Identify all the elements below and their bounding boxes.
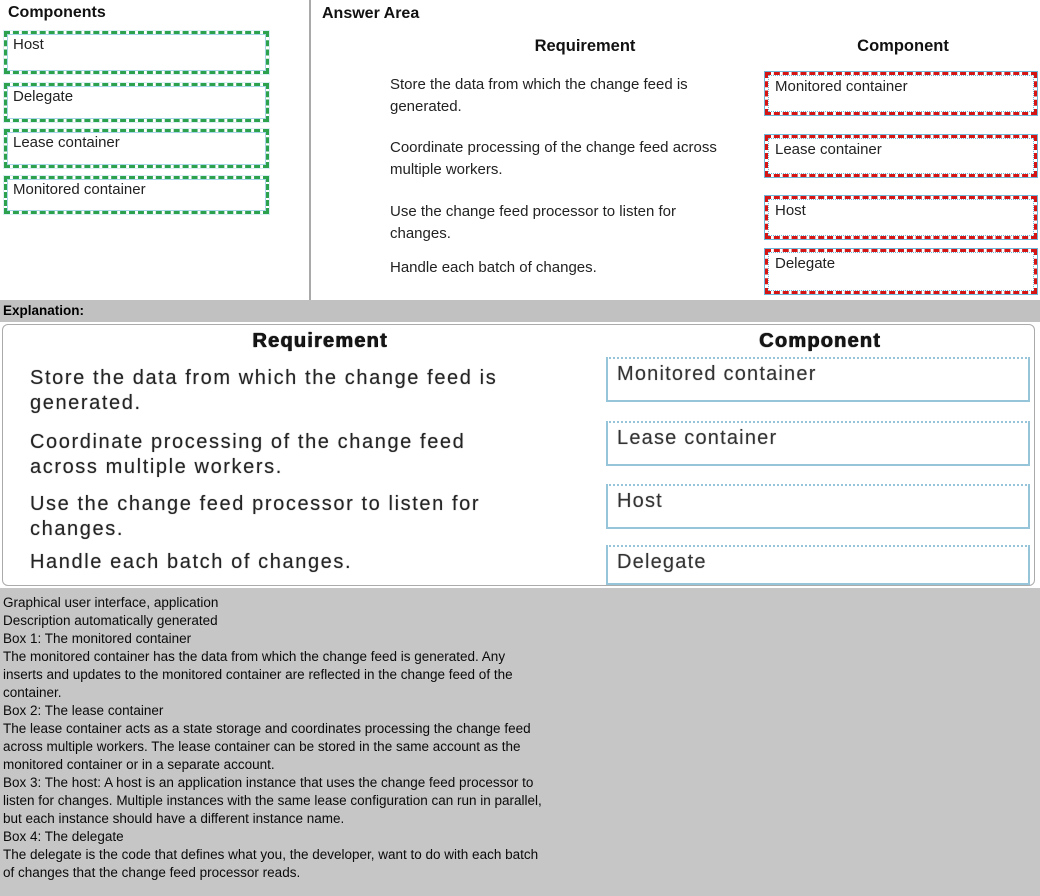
answer-drop-zone[interactable] bbox=[765, 249, 1037, 294]
drop-zone-inner bbox=[768, 75, 1034, 112]
explanation-label: Explanation: bbox=[3, 303, 85, 318]
explanation-image bbox=[0, 322, 1040, 588]
explanation-requirement-text: Use the change feed processor to listen for changes. bbox=[30, 493, 481, 540]
explanation-requirement-text: Store the data from which the change feed is generated. bbox=[30, 367, 498, 414]
component-item-host[interactable] bbox=[4, 31, 269, 74]
requirement-text: Use the change feed processor to listen for changes. bbox=[390, 203, 676, 242]
drop-zone-value: Host bbox=[775, 202, 806, 219]
requirement-text: Handle each batch of changes. bbox=[390, 259, 597, 276]
explanation-answer-box: Delegate bbox=[606, 545, 1030, 585]
explanation-answer-box: Lease container bbox=[606, 421, 1030, 466]
components-title: Components bbox=[8, 4, 106, 21]
explanation-notes bbox=[0, 588, 1040, 896]
note-line: container. bbox=[3, 685, 62, 700]
note-line: Graphical user interface, application bbox=[3, 595, 219, 610]
note-line: across multiple workers. The lease container can be stored in the same account as the bbox=[3, 739, 521, 754]
answer-drop-zone[interactable] bbox=[765, 72, 1037, 115]
drop-zone-inner bbox=[768, 199, 1034, 236]
requirement-column-header: Requirement bbox=[534, 37, 636, 55]
drop-zone-value: Delegate bbox=[775, 255, 836, 272]
explanation-requirement-text: Handle each batch of changes. bbox=[30, 551, 353, 573]
explanation-answer-box: Host bbox=[606, 484, 1030, 529]
note-line: listen for changes. Multiple instances with the same lease configuration can run in parallel, bbox=[3, 793, 542, 808]
explanation-requirement-text: Coordinate processing of the change feed across multiple workers. bbox=[30, 431, 466, 478]
explanation-requirement-header: Requirement bbox=[252, 330, 388, 352]
drop-zone-inner bbox=[768, 252, 1034, 291]
note-line: The monitored container has the data from which the change feed is generated. Any bbox=[3, 649, 506, 664]
requirement-text: Coordinate processing of the change feed across multiple workers. bbox=[390, 139, 717, 178]
note-line: Description automatically generated bbox=[3, 613, 218, 628]
component-item-delegate[interactable] bbox=[4, 83, 269, 122]
component-item-label: Lease container bbox=[13, 134, 120, 151]
note-line: inserts and updates to the monitored container are reflected in the change feed of the bbox=[3, 667, 513, 682]
drop-zone-value: Monitored container bbox=[775, 78, 908, 95]
note-line: Box 4: The delegate bbox=[3, 829, 124, 844]
component-item-label: Host bbox=[13, 36, 44, 53]
note-line: The lease container acts as a state storage and coordinates processing the change feed bbox=[3, 721, 531, 736]
component-item-lease-container[interactable] bbox=[4, 129, 269, 168]
explanation-bar bbox=[0, 300, 1040, 322]
answer-area-title: Answer Area bbox=[322, 5, 420, 22]
note-line: The delegate is the code that defines what you, the developer, want to do with each batch bbox=[3, 847, 539, 862]
note-line: Box 3: The host: A host is an application instance that uses the change feed processor to bbox=[3, 775, 534, 790]
drop-zone-value: Lease container bbox=[775, 141, 882, 158]
component-item-label: Delegate bbox=[13, 88, 74, 105]
requirement-text: Store the data from which the change feed is generated. bbox=[390, 76, 688, 115]
explanation-component-header: Component bbox=[759, 330, 881, 352]
answer-drop-zone[interactable] bbox=[765, 135, 1037, 177]
note-line: monitored container or in a separate account. bbox=[3, 757, 275, 772]
vertical-divider bbox=[309, 0, 311, 300]
note-line: Box 1: The monitored container bbox=[3, 631, 192, 646]
note-line: Box 2: The lease container bbox=[3, 703, 164, 718]
component-column-header: Component bbox=[857, 37, 949, 55]
note-line: of changes that the change feed processor reads. bbox=[3, 865, 301, 880]
component-item-monitored-container[interactable] bbox=[4, 176, 269, 214]
note-line: but each instance should have a different instance name. bbox=[3, 811, 345, 826]
explanation-answer-box: Monitored container bbox=[606, 357, 1030, 402]
answer-drop-zone[interactable] bbox=[765, 196, 1037, 239]
component-item-label: Monitored container bbox=[13, 181, 146, 198]
drop-zone-inner bbox=[768, 138, 1034, 174]
